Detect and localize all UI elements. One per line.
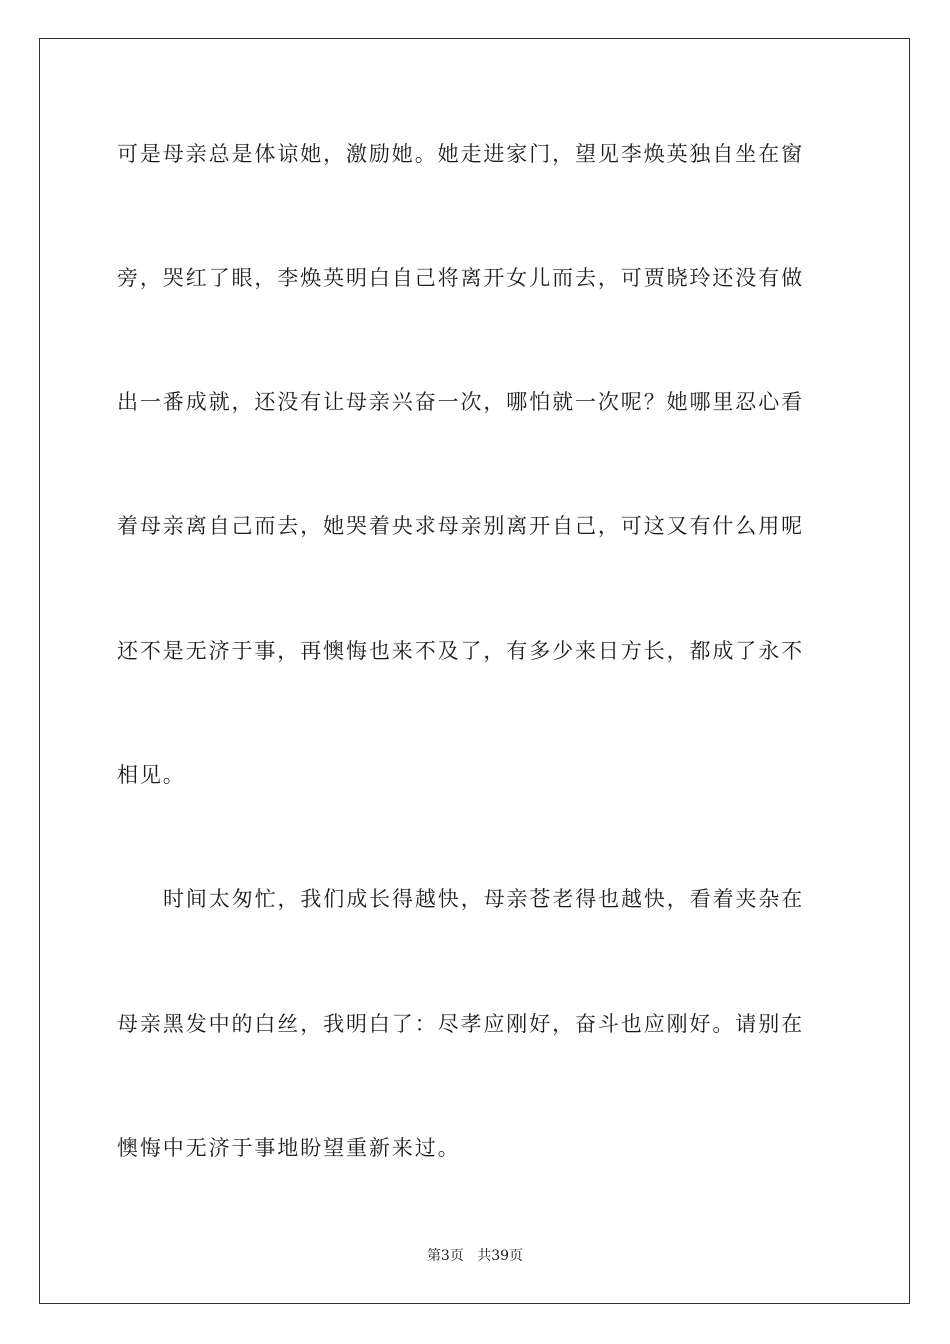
paragraph-line: 懊悔中无济于事地盼望重新来过。 [117,1136,461,1160]
paragraph-line: 着母亲离自己而去，她哭着央求母亲别离开自己，可这又有什么用呢 [117,514,804,538]
page-number: 第3页 [426,1248,464,1264]
paragraph-line: 可是母亲总是体谅她，激励她。她走进家门，望见李焕英独自坐在窗 [117,142,804,166]
paragraph-line: 出一番成就，还没有让母亲兴奋一次，哪怕就一次呢？她哪里忍心看 [117,390,804,414]
paragraph-line: 相见。 [117,763,186,787]
page-border [39,38,910,1304]
page-total: 共39页 [477,1248,524,1264]
paragraph-line: 还不是无济于事，再懊悔也来不及了，有多少来日方长，都成了永不 [117,639,804,663]
paragraph-line: 旁，哭红了眼，李焕英明白自己将离开女儿而去，可贾晓玲还没有做 [117,266,804,290]
paragraph-line-indented: 时间太匆忙，我们成长得越快，母亲苍老得也越快，看着夹杂在 [163,887,805,911]
paragraph-line: 母亲黑发中的白丝，我明白了：尽孝应刚好，奋斗也应刚好。请别在 [117,1012,804,1036]
page-footer [0,1246,950,1266]
